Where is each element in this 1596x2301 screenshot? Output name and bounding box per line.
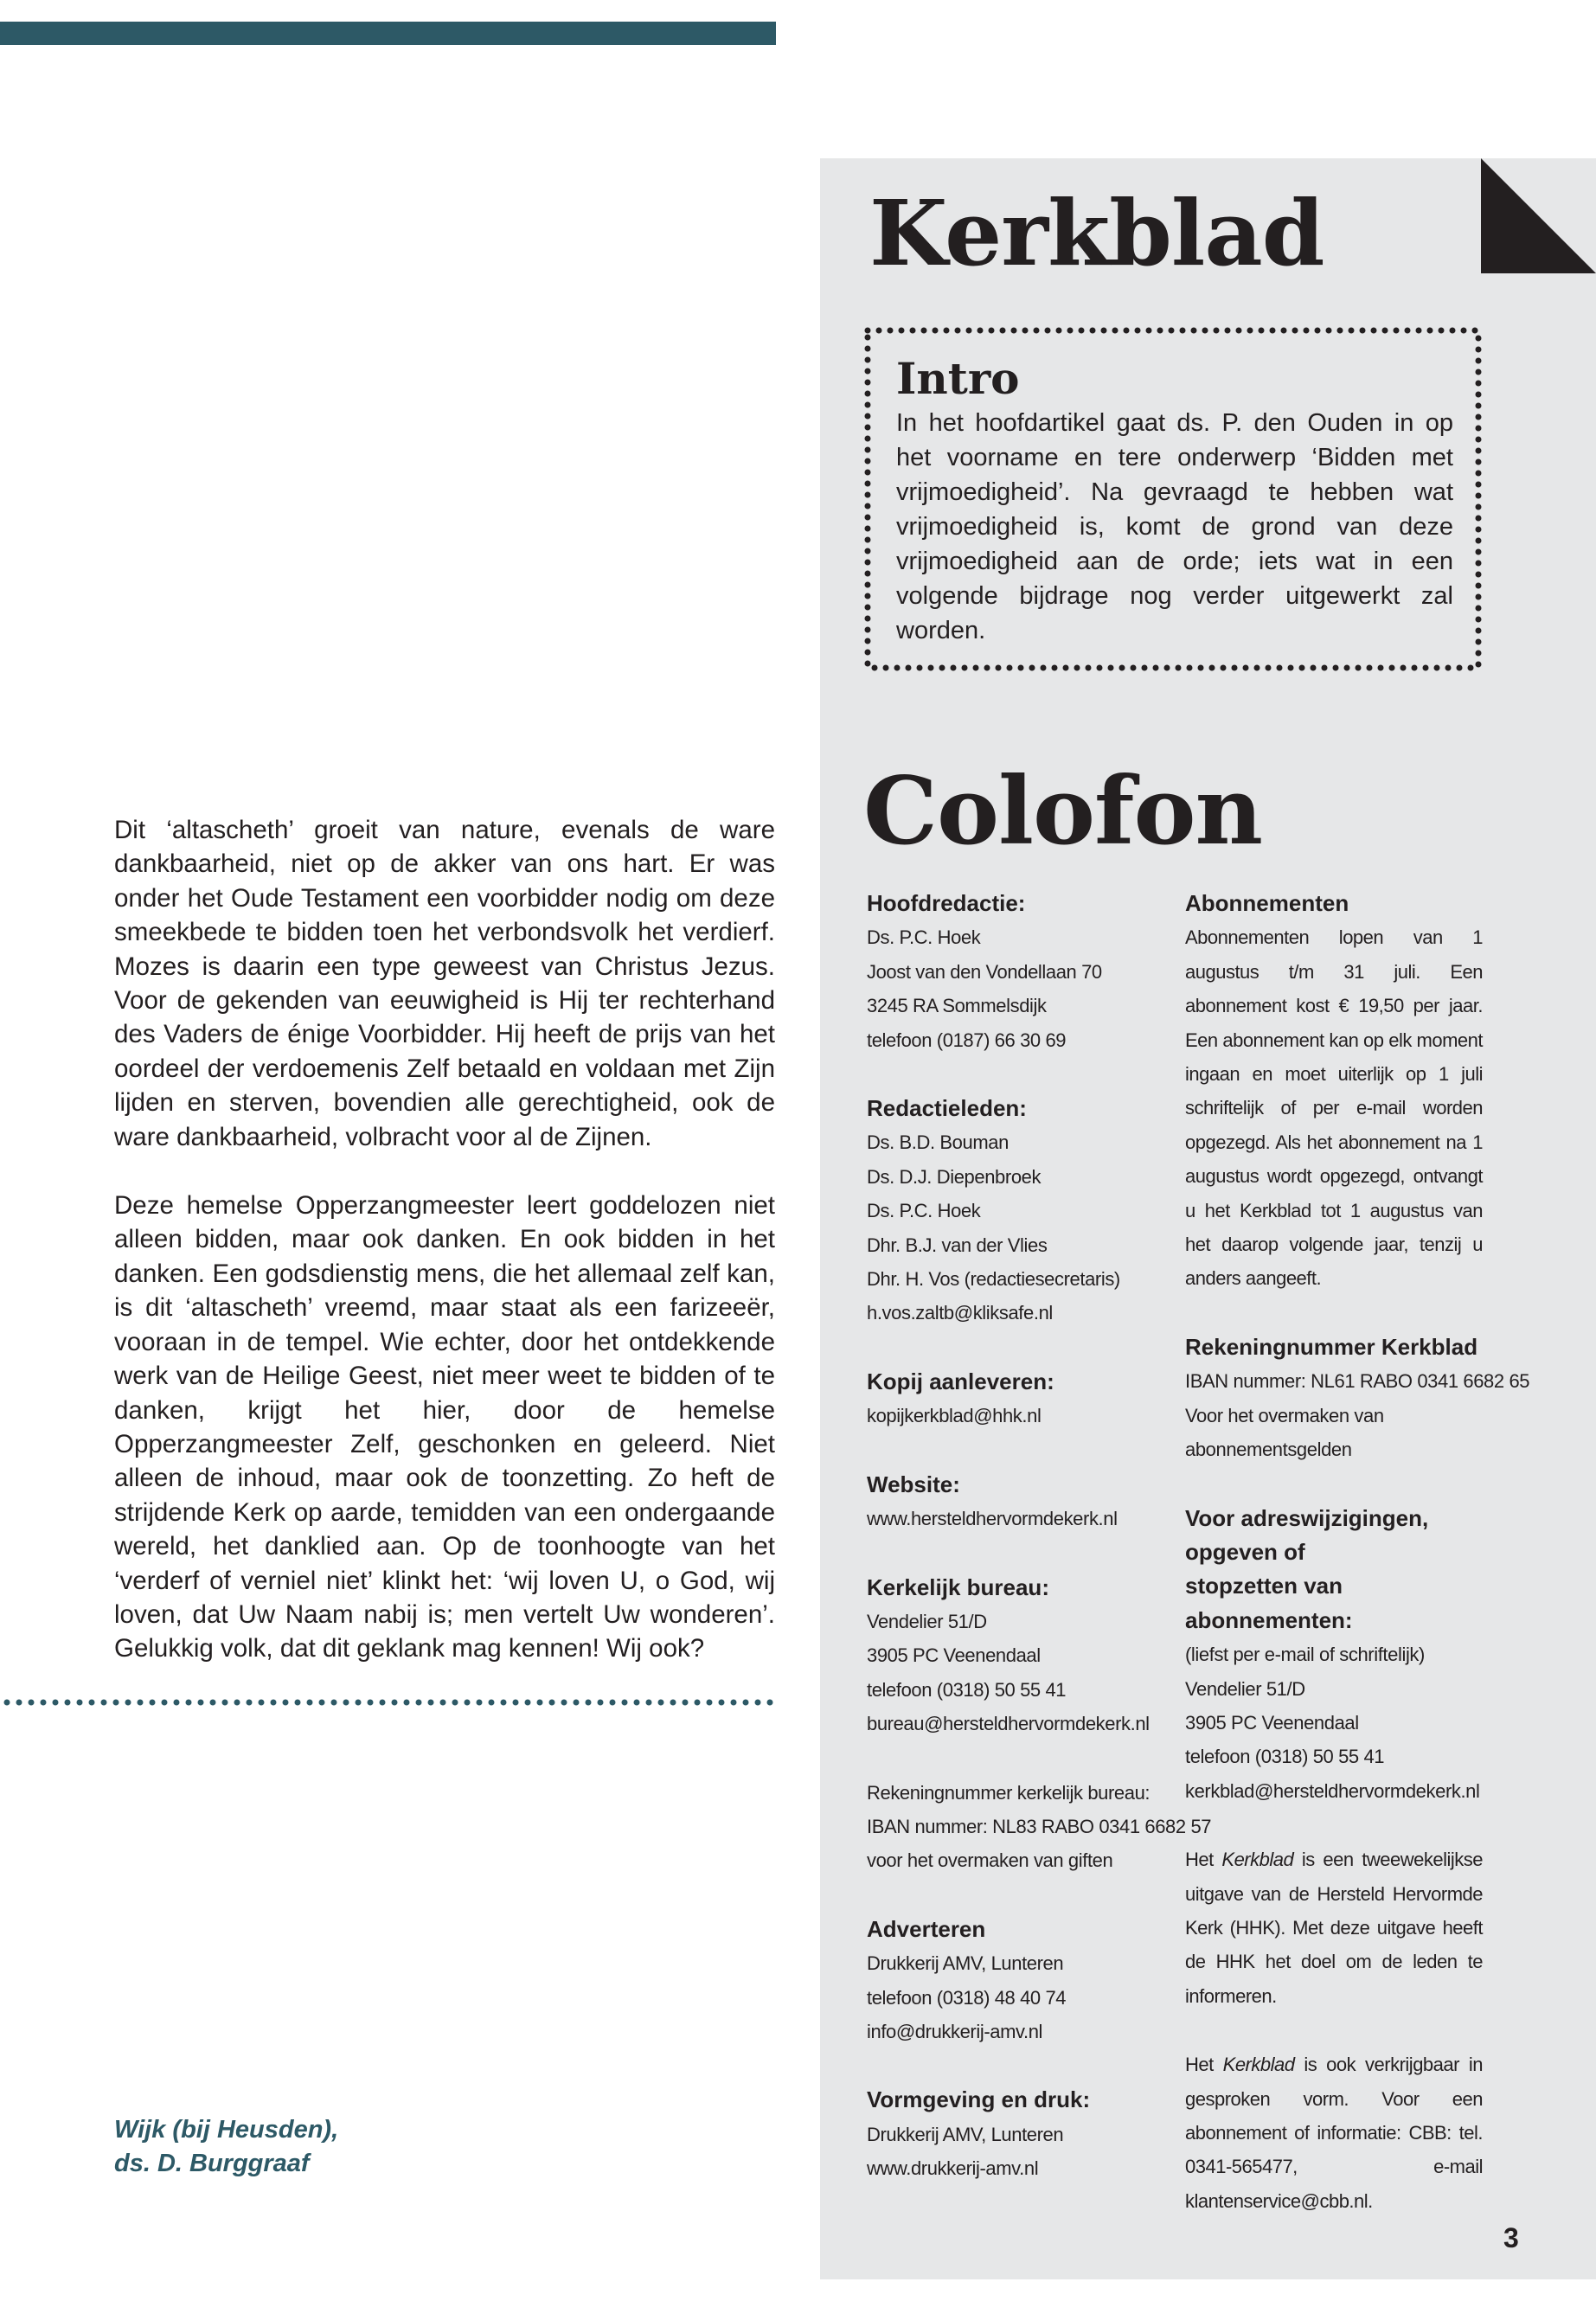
- block-line: www.hersteldhervormdekerk.nl: [867, 1508, 1118, 1530]
- colofon-block-bureau-account: [867, 1776, 1212, 1878]
- block-line: Dhr. H. Vos (redactiesecretaris): [867, 1268, 1120, 1291]
- block-line: telefoon (0318) 50 55 41: [1185, 1746, 1385, 1768]
- block-line: telefoon (0318) 48 40 74: [867, 1986, 1067, 2009]
- heading-line: stopzetten van: [1185, 1573, 1343, 1599]
- block-line: Dhr. B.J. van der Vlies: [867, 1234, 1048, 1256]
- colofon-block-editor: [867, 887, 1170, 1057]
- block-heading: Kerkelijk bureau:: [867, 1574, 1049, 1600]
- magazine-title: Kerkblad: [869, 180, 1324, 286]
- article-column: [114, 813, 775, 1701]
- magazine-name: Kerkblad: [1222, 2054, 1295, 2076]
- dotted-divider: [0, 1694, 779, 1711]
- colofon-block-print: [867, 2083, 1170, 2185]
- block-line: kopijkerkblad@hhk.nl: [867, 1405, 1042, 1427]
- block-line: 3245 RA Sommelsdijk: [867, 995, 1047, 1017]
- block-heading: Abonnementen: [1185, 890, 1349, 916]
- subscriptions-text: Abonnementen lopen van 1 augustus t/m 31 juli. Een abonnement kost € 19,50 per jaar. Een abonnement kan op elk moment ingaan en moet uiterlijk op 1 juli schriftelijk of per e-mail worden opgezegd. Als het abonnement na 1 augustus wordt opgezegd, ontvangt u het Kerkblad tot 1 augustus van het daarop volgende jaar, tenzij u anders aangeeft.: [1185, 926, 1483, 1290]
- text-run: is een tweewekelijkse uitgave van de Hersteld Hervormde Kerk (HHK). Met deze uitgave heeft de HHK het doel om de leden te informeren.: [1185, 1849, 1483, 2007]
- block-heading: Rekeningnummer Kerkblad: [1185, 1333, 1478, 1360]
- block-line: Vendelier 51/D: [1185, 1677, 1305, 1700]
- block-line: Ds. P.C. Hoek: [867, 926, 981, 949]
- block-line: IBAN nummer: NL61 RABO 0341 6682 65: [1185, 1370, 1530, 1393]
- block-line: info@drukkerij-amv.nl: [867, 2020, 1043, 2042]
- magazine-name: Kerkblad: [1221, 1849, 1294, 1871]
- block-line: abonnementsgelden: [1185, 1439, 1352, 1461]
- signature-name: ds. D. Burggraaf: [114, 2150, 310, 2177]
- colofon-left-column: [867, 887, 1212, 2221]
- colofon-block-bureau: [867, 1571, 1170, 1741]
- block-heading: Kopij aanleveren:: [867, 1368, 1054, 1394]
- colofon-block-copy: [867, 1365, 1170, 1433]
- heading-line: abonnementen:: [1185, 1606, 1353, 1633]
- signature-place: Wijk (bij Heusden),: [114, 2116, 339, 2144]
- text-run: Het: [1185, 1849, 1222, 1871]
- block-line: h.vos.zaltb@kliksafe.nl: [867, 1302, 1053, 1324]
- block-heading: Hoofdredactie:: [867, 890, 1026, 916]
- colofon-block-advertising: [867, 1913, 1170, 2049]
- intro-heading: Intro: [896, 353, 1020, 404]
- block-line: Vendelier 51/D: [867, 1610, 987, 1632]
- block-line: Drukkerij AMV, Lunteren: [867, 1952, 1064, 1975]
- block-heading: Vormgeving en druk:: [867, 2086, 1091, 2113]
- block-line: voor het overmaken van giften: [867, 1849, 1113, 1872]
- colofon-block-website: [867, 1468, 1170, 1536]
- block-line: Drukkerij AMV, Lunteren: [867, 2123, 1064, 2145]
- colofon-title: Colofon: [863, 757, 1263, 866]
- colofon-block-address-changes: [1185, 1502, 1483, 1809]
- colofon-block-audio: [1185, 2048, 1483, 2218]
- block-line: bureau@hersteldhervormdekerk.nl: [867, 1713, 1150, 1735]
- block-line: Voor het overmaken van: [1185, 1404, 1384, 1426]
- block-line: IBAN nummer: NL83 RABO 0341 6682 57: [867, 1815, 1212, 1837]
- colofon-block-editors: [867, 1092, 1170, 1330]
- colofon-block-account: [1185, 1330, 1530, 1467]
- heading-line: opgeven of: [1185, 1538, 1305, 1565]
- article-paragraph: Deze hemelse Opperzangmeester leert goddelozen niet alleen bidden, maar ook danken. En ook bidden in het danken. Een godsdienstig mens, die het allemaal zelf kan, is dit ‘altascheth’ vreemd, maar staat als een farizeeër, vooraan in de tempel. Wie echter, door het ontdekkende werk van de Heilige Geest, niet meer weet te bidden of te danken, krijgt het hier, door de hemelse Opperzangmeester Zelf, geschonken en geleerd. Niet alleen de inhoud, maar ook de toonzetting. Zo heft de strijdende Kerk op aarde, temidden van een ondergaande wereld, het danklied aan. Op de toonhoogte van het ‘verderf of verniel niet’ klinkt het: ‘wij loven U, o God, wij loven, dat Uw Naam nabij is; men vertelt Uw wonderen’. Gelukkig volk, dat dit geklank mag kennen! Wij ook?: [114, 1191, 775, 1663]
- block-heading: Adverteren: [867, 1915, 986, 1942]
- block-line: 3905 PC Veenendaal: [1185, 1711, 1359, 1734]
- block-line: telefoon (0318) 50 55 41: [867, 1678, 1067, 1701]
- block-line: Ds. P.C. Hoek: [867, 1200, 981, 1222]
- heading-line: Voor adreswijzigingen,: [1185, 1504, 1429, 1531]
- article-paragraph: Dit ‘altascheth’ groeit van nature, evenals de ware dankbaarheid, niet op de akker van ons hart. Er was onder het Oude Testament een voorbidder nodig om deze smeekbede te bidden toen het verbondsvolk het verdierf. Mozes is daarin een type geweest van Christus Jezus. Voor de gekenden van eeuwigheid is Hij ter rechterhand des Vaders de énige Voorbidder. Hij heeft de prijs van het oordeel der verdoemenis Zelf betaald en voldaan met Zijn lijden en sterven, bovendien alle gerechtigheid, ook de ware dankbaarheid, volbracht voor al de Zijnen.: [114, 816, 775, 1151]
- top-accent-bar: [0, 22, 776, 45]
- author-signature: [114, 2113, 338, 2181]
- colofon-block-subscriptions: [1185, 887, 1483, 1296]
- block-line: www.drukkerij-amv.nl: [867, 2157, 1039, 2180]
- block-line: Ds. D.J. Diepenbroek: [867, 1165, 1042, 1188]
- block-line: Ds. B.D. Bouman: [867, 1131, 1009, 1154]
- colofon-right-column: [1185, 887, 1530, 2253]
- text-run: Het: [1185, 2054, 1223, 2076]
- audio-paragraph: [1185, 2048, 1483, 2218]
- intro-text: In het hoofdartikel gaat ds. P. den Ouden in op het voorname en tere onderwerp ‘Bidden met vrijmoedigheid’. Na gevraagd te hebben wat vrijmoedigheid is, komt de grond van deze vrijmoedigheid aan de orde; iets wat in een volgende bijdrage nog verder uitgewerkt zal worden.: [896, 409, 1453, 644]
- block-line: Rekeningnummer kerkelijk bureau:: [867, 1781, 1151, 1804]
- block-heading: Redactieleden:: [867, 1095, 1027, 1122]
- block-line: (liefst per e-mail of schriftelijk): [1185, 1644, 1425, 1666]
- block-heading: [1185, 1502, 1483, 1638]
- text-run: is ook verkrijgbaar in gesproken vorm. Voor een abonnement of informatie: CBB: tel. 0341-565477, e-mail klantenservice@cbb.nl.: [1185, 2054, 1483, 2212]
- block-line: Joost van den Vondellaan 70: [867, 960, 1102, 983]
- block-line: 3905 PC Veenendaal: [867, 1644, 1041, 1667]
- page-number: 3: [1503, 2222, 1519, 2253]
- intro-box: [863, 326, 1483, 672]
- colofon-block-about: [1185, 1843, 1483, 2013]
- block-line: telefoon (0187) 66 30 69: [867, 1029, 1067, 1051]
- block-heading: Website:: [867, 1471, 960, 1497]
- block-line: kerkblad@hersteldhervormdekerk.nl: [1185, 1779, 1480, 1802]
- corner-triangle: [1481, 158, 1596, 273]
- about-paragraph: [1185, 1843, 1483, 2013]
